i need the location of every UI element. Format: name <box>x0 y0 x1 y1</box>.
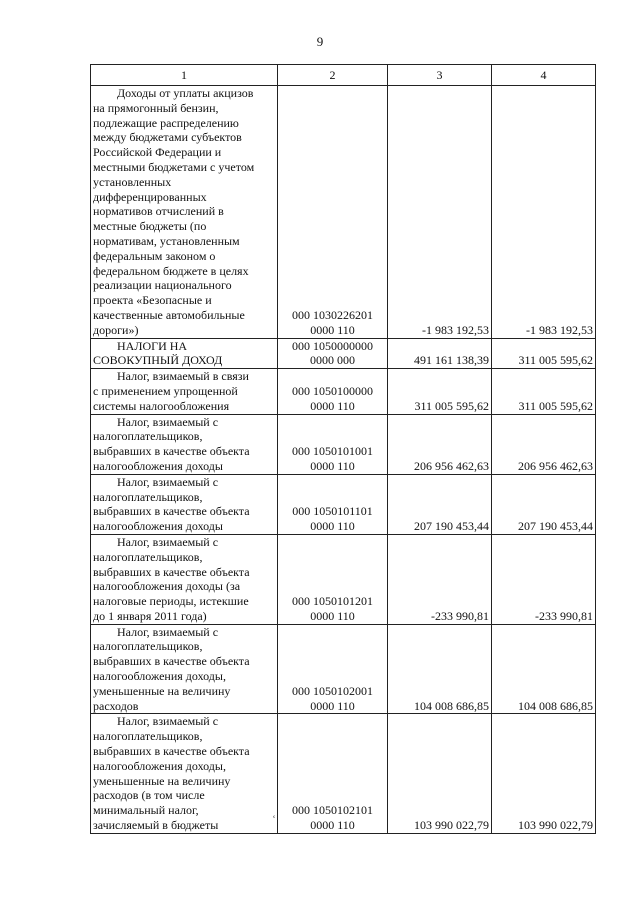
row-value-col4: 103 990 022,79 <box>492 714 596 833</box>
row-value-col3: 206 956 462,63 <box>388 414 492 474</box>
row-value-col4: -1 983 192,53 <box>492 86 596 339</box>
row-value-col3: 207 190 453,44 <box>388 474 492 534</box>
column-header-2: 2 <box>278 65 388 86</box>
row-code: 000 1050101101 0000 110 <box>278 474 388 534</box>
row-value-col4: 311 005 595,62 <box>492 338 596 369</box>
row-code: 000 1050100000 0000 110 <box>278 369 388 414</box>
row-value-col3: 491 161 138,39 <box>388 338 492 369</box>
row-value-col3: -233 990,81 <box>388 534 492 624</box>
table-row <box>91 714 596 833</box>
row-code: 000 1050101001 0000 110 <box>278 414 388 474</box>
row-name: Налог, взимаемый в связи с применением упрощенной системы налогообложения <box>91 369 278 414</box>
table-row <box>91 338 596 369</box>
column-header-3: 3 <box>388 65 492 86</box>
row-value-col4: 104 008 686,85 <box>492 624 596 714</box>
row-name: Налог, взимаемый с налогоплательщиков, выбравших в качестве объекта налогообложения доходы <box>91 414 278 474</box>
table-header-row <box>91 65 596 86</box>
column-header-1: 1 <box>91 65 278 86</box>
table-row <box>91 534 596 624</box>
row-code: 000 1050102101 0000 110 <box>278 714 388 833</box>
row-value-col3: 104 008 686,85 <box>388 624 492 714</box>
row-name: Доходы от уплаты акцизов на прямогонный бензин, подлежащие распределению между бюджетами субъектов Российской Федерации и местными бюджетами с учетом установленных дифференцированных нормативов отчислений в местные бюджеты (по нормативам, установленным федеральным законом о федеральном бюджете в целях реализации национального проекта «Безопасные и качественные автомобильные дороги») <box>91 86 278 339</box>
row-name: Налог, взимаемый с налогоплательщиков, выбравших в качестве объекта налогообложения доходы <box>91 474 278 534</box>
row-value-col4: 206 956 462,63 <box>492 414 596 474</box>
table-row <box>91 624 596 714</box>
row-code: 000 1030226201 0000 110 <box>278 86 388 339</box>
table-row <box>91 474 596 534</box>
table-row <box>91 86 596 339</box>
budget-table <box>90 64 596 834</box>
column-header-4: 4 <box>492 65 596 86</box>
row-name: Налог, взимаемый с налогоплательщиков, выбравших в качестве объекта налогообложения доходы, уменьшенные на величину расходов <box>91 624 278 714</box>
row-code: 000 1050102001 0000 110 <box>278 624 388 714</box>
row-code: 000 1050101201 0000 110 <box>278 534 388 624</box>
page-number: 9 <box>316 34 324 49</box>
row-code: 000 1050000000 0000 000 <box>278 338 388 369</box>
row-value-col3: 311 005 595,62 <box>388 369 492 414</box>
scan-mark: ʿ <box>272 813 276 827</box>
row-name: Налог, взимаемый с налогоплательщиков, выбравших в качестве объекта налогообложения доходы, уменьшенные на величину расходов (в том числе минимальный налог, зачисляемый в бюджеты <box>91 714 278 833</box>
table-row <box>91 369 596 414</box>
row-value-col3: -1 983 192,53 <box>388 86 492 339</box>
row-value-col4: -233 990,81 <box>492 534 596 624</box>
row-value-col4: 311 005 595,62 <box>492 369 596 414</box>
row-name: Налог, взимаемый с налогоплательщиков, выбравших в качестве объекта налогообложения доходы (за налоговые периоды, истекшие до 1 января 2011 года) <box>91 534 278 624</box>
row-value-col3: 103 990 022,79 <box>388 714 492 833</box>
row-name: НАЛОГИ НА СОВОКУПНЫЙ ДОХОД <box>91 338 278 369</box>
row-value-col4: 207 190 453,44 <box>492 474 596 534</box>
table-row <box>91 414 596 474</box>
